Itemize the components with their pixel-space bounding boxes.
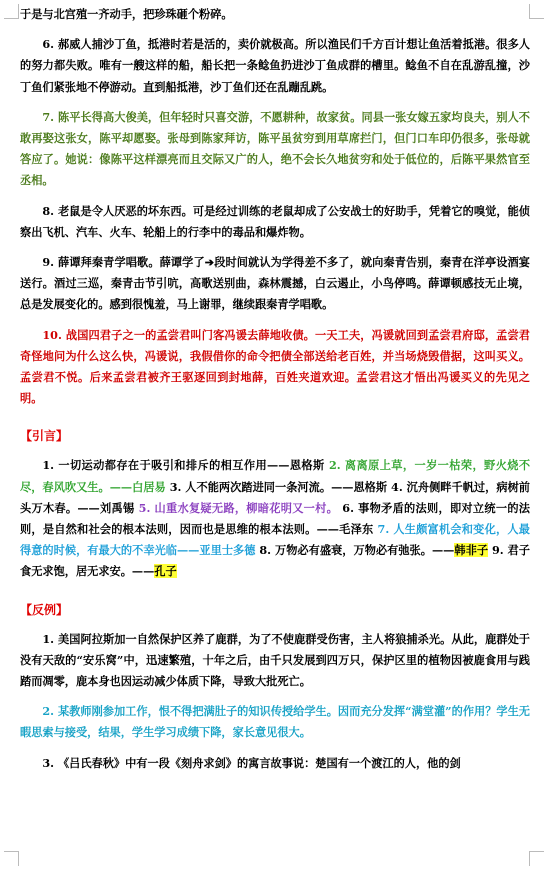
quote-5: 5. 山重水复疑无路，柳暗花明又一村。 bbox=[138, 500, 339, 515]
paragraph-continuation: 于是与北宫殖一齐动手，把珍珠砸个粉碎。 bbox=[20, 7, 233, 21]
quote-9: 9. 君子食无求饱，居无求安。—— bbox=[20, 543, 530, 579]
quote-6: 6. 事物矛盾的法则，即对立统一的法则，是自然和社会的根本法则，因而也是思维的根本法则。——毛泽东 bbox=[20, 500, 530, 537]
quote-8: 8. 万物必有盛衰，万物必有弛张。—— bbox=[259, 543, 455, 558]
corner-crop-mark bbox=[4, 851, 19, 866]
quotes-paragraph bbox=[20, 455, 530, 582]
quote-7: 7. 人生颇富机会和变化，人最得意的时候，有最大的不幸光临——亚里士多德 bbox=[20, 522, 530, 558]
quote-2: 2. 离离原上草，一岁一枯荣，野火烧不尽，春风吹又生。——白居易 bbox=[20, 458, 531, 494]
corner-crop-mark bbox=[4, 4, 19, 19]
corner-crop-mark bbox=[529, 4, 544, 19]
counterexample-2: 2. 某教师刚参加工作，恨不得把满肚子的知识传授给学生。因而充分发挥“满堂灌”的作用？学生无暇思索与接受，结果，学生学习成绩下降，家长意见很大。 bbox=[20, 704, 530, 740]
example-item-9: 9. 薛谭拜秦青学唱歌。薛谭学了➔段时间就认为学得差不多了，就向秦青告别，秦青在洋亭设酒宴送行。酒过三巡，秦青击节引吭，高歌送别曲，森林震撼，白云遏止，小鸟停鸣。薛谭顿感技无止境，总是发展变化的。感到很愧羞，马上谢罪，继续跟秦青学唱歌。 bbox=[20, 255, 530, 312]
quote-8-author-highlight: 韩非子 bbox=[454, 543, 489, 558]
quote-1: 1. 一切运动都存在于吸引和排斥的相互作用——恩格斯 bbox=[42, 458, 325, 473]
example-item-8: 8. 老鼠是令人厌恶的坏东西。可是经过训练的老鼠却成了公安战士的好助手，凭着它的嗅觉，能侦察出飞机、汽车、火车、轮船上的行李中的毒品和爆炸物。 bbox=[20, 203, 530, 239]
corner-crop-mark bbox=[529, 851, 544, 866]
counterexample-1: 1. 美国阿拉斯加一自然保护区养了鹿群，为了不使鹿群受伤害，主人将狼捕杀光。从此，鹿群处于没有天敌的“安乐窝”中，迅速繁殖，十年之后，由千只发展到四万只，保护区里的植物因被鹿食用与践踏而凋零，鹿本身也因运动减少体质下降，导致大批死亡。 bbox=[20, 631, 530, 689]
counterexample-3: 3. 《吕氏春秋》中有一段《刻舟求剑》的寓言故事说：楚国有一个渡江的人，他的剑 bbox=[42, 755, 461, 770]
example-item-7: 7. 陈平长得高大俊美，但年轻时只喜交游，不愿耕种，故家贫。同县一张女嫁五家均良夫，别人不敢再娶这张女，陈平却愿娶。张母到陈家拜访，陈平虽贫穷到用草席拦门，但门口车印仍很多，张母就答应了。她说：像陈平这样漂亮而且交际又广的人，绝不会长久地贫穷和处于低位的，后陈平果然官至丞相。 bbox=[20, 109, 530, 188]
section-heading-counterexamples: 【反例】 bbox=[20, 602, 69, 617]
quote-4: 4. 沉舟侧畔千帆过，病树前头万木春。——刘禹锡 bbox=[20, 479, 530, 515]
example-item-6: 6. 郝威人捕沙丁鱼，抵港时若是活的，卖价就极高。所以渔民们千方百计想让鱼活着抵港。很多人的努力都失败。唯有一艘这样的船，船长把一条鲶鱼扔进沙丁鱼成群的槽里。鲶鱼不自在乱游乱撞，沙丁鱼们紧张地不停游动。直到船抵港，沙丁鱼们还在乱蹦乱跳。 bbox=[20, 37, 530, 94]
quote-9-author-highlight: 孔子 bbox=[154, 564, 177, 579]
section-heading-quotes: 【引言】 bbox=[20, 429, 69, 444]
example-item-10: 10. 战国四君子之一的孟尝君叫门客冯谖去薛地收债。一天工夫，冯谖就回到孟尝君府邸，孟尝君奇怪地问为什么这么快，冯谖说，我假借你的命令把债全部送给老百姓，并当场烧毁借据，这叫买义。孟尝君不悦。后来孟尝君被齐王驱逐回到封地薛，百姓夹道欢迎。孟尝君这才悟出冯谖买义的先见之明。 bbox=[20, 327, 530, 406]
document-body bbox=[20, 4, 530, 774]
quote-3: 3. 人不能两次踏进同一条河流。——恩格斯 bbox=[169, 479, 388, 494]
